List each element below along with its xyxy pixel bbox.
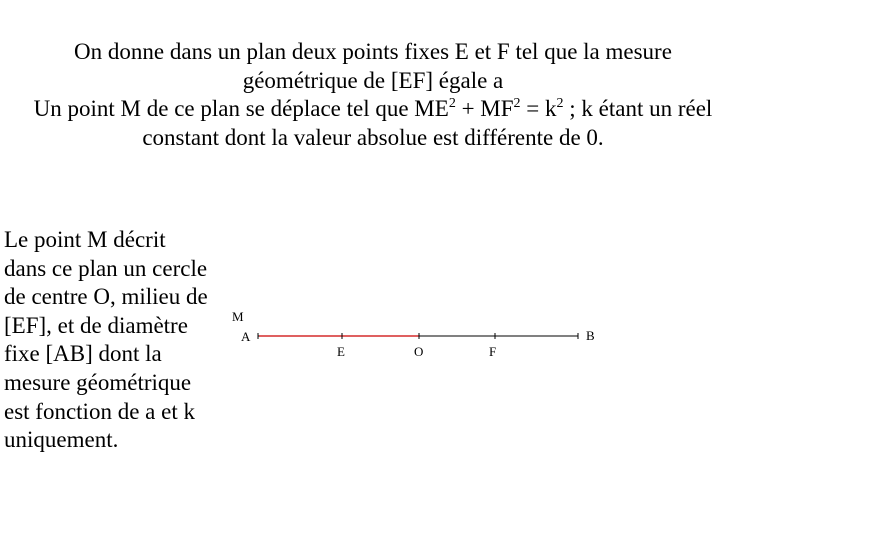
label-b: B (586, 328, 595, 343)
label-m: M (232, 309, 244, 324)
conclusion-line-5: fixe [AB] dont la (4, 341, 162, 367)
conclusion-line-3: de centre O, milieu de (4, 284, 208, 310)
statement-line-4: constant dont la valeur absolue est différente de 0. (142, 124, 604, 150)
label-f: F (489, 344, 497, 359)
statement-line-2: géométrique de [EF] égale a (242, 67, 504, 93)
statement-line-3-end: ; k étant un réel (563, 96, 713, 121)
conclusion-line-4: [EF], et de diamètre (4, 312, 188, 338)
statement-line-1: On donne dans un plan deux points fixes E et F tel que la mesure (74, 39, 672, 64)
conclusion-line-6: mesure géométrique (4, 369, 192, 395)
statement-line-3-mid1: + MF (455, 96, 514, 121)
exponent-mf: 2 (513, 96, 521, 111)
statement-line-3-mid2: = k (520, 96, 557, 121)
label-o: O (414, 344, 424, 359)
exponent-me: 2 (448, 96, 456, 111)
statement-line-3-start: Un point M de ce plan se déplace tel que ME (33, 96, 449, 121)
conclusion-line-1: Le point M décrit (4, 227, 166, 252)
conclusion-line-7: est fonction de a et k (4, 398, 195, 424)
exponent-k: 2 (556, 96, 564, 111)
label-e: E (337, 344, 345, 359)
conclusion-line-2: dans ce plan un cercle (4, 255, 208, 281)
label-a: A (241, 329, 251, 344)
conclusion-line-8: uniquement. (4, 427, 119, 453)
